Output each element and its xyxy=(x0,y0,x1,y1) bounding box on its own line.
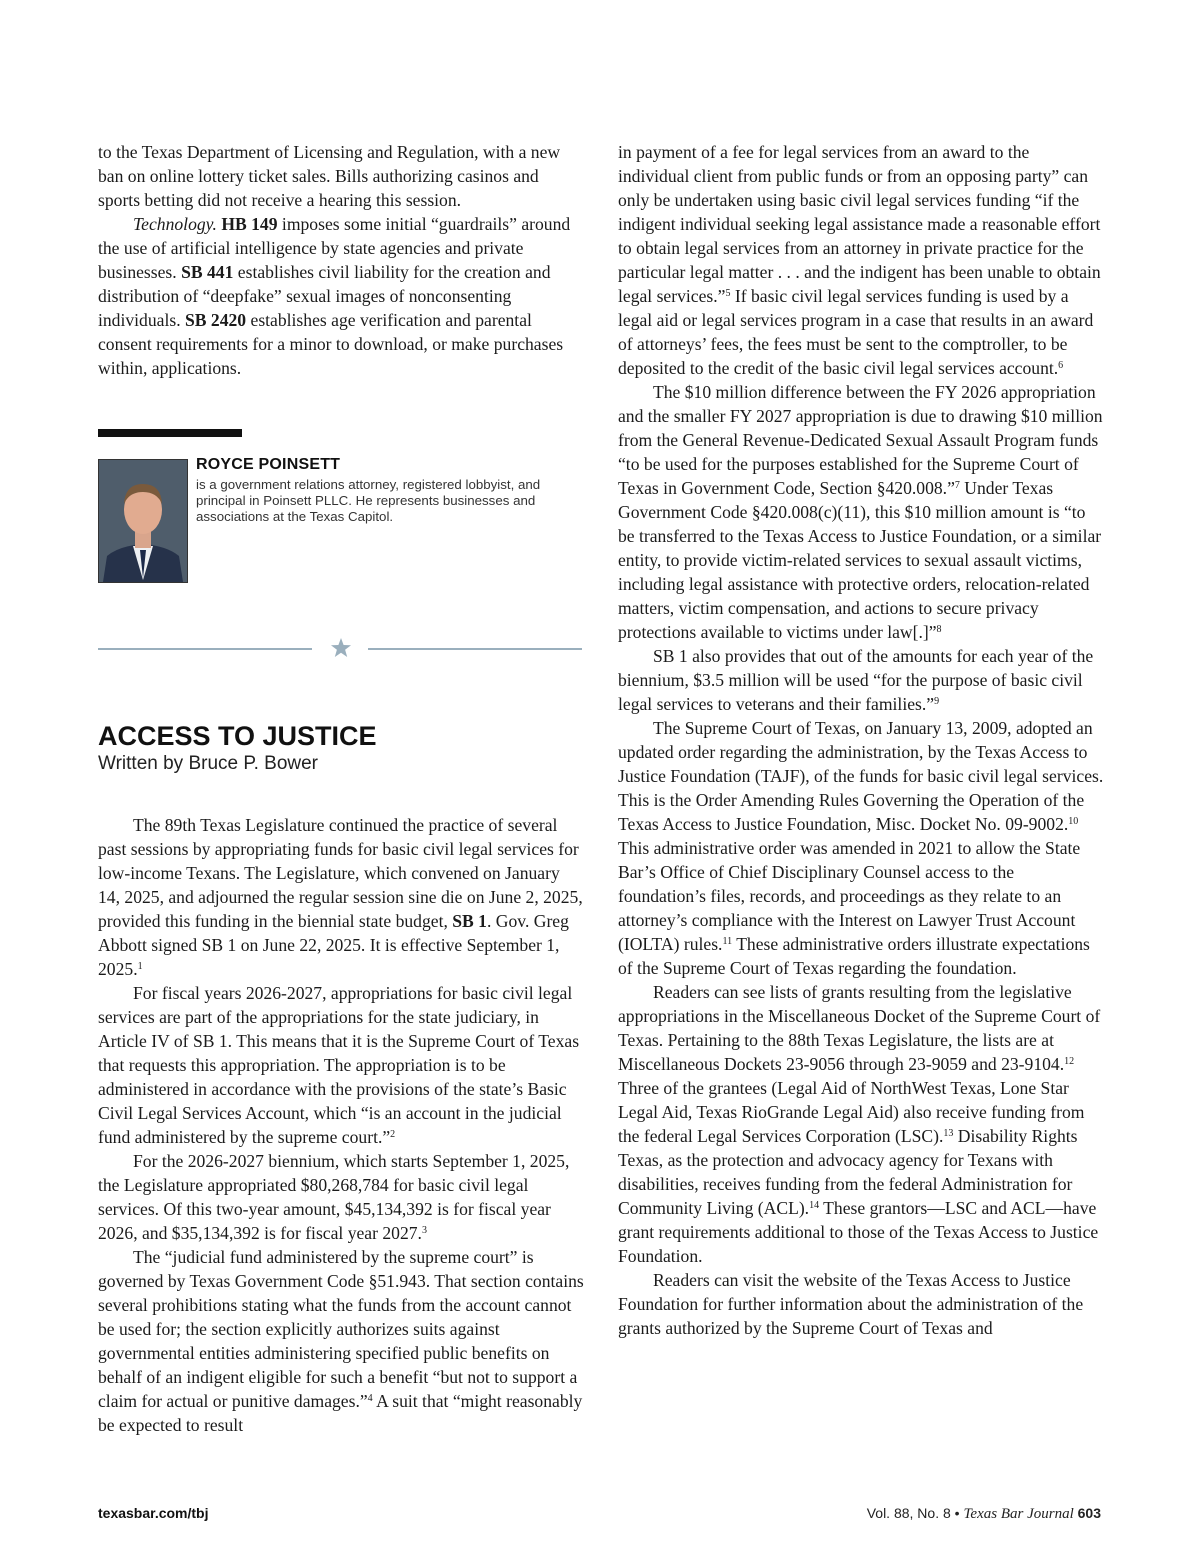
text-span: . Gov. Greg Abbott signed SB 1 on June 22, 2025. It is effective September 1, 2025. xyxy=(98,911,569,979)
text-span: A suit that “might reasonably be expected to result xyxy=(98,1391,583,1435)
footnote-ref: 10 xyxy=(1068,816,1079,827)
text-span: Three of the grantees (Legal Aid of NorthWest Texas, Lone Star Legal Aid, Texas RioGrande Legal Aid) also receive funding from the federal Legal Services Corporation (LSC). xyxy=(618,1078,1085,1146)
text-span: Readers can see lists of grants resulting from the legislative appropriations in the Miscellaneous Docket of the Supreme Court of Texas. Pertaining to the 88th Texas Legislature, the lists are at Miscellaneous Dockets 23-9056 through 23-9059 and 23-9104. xyxy=(618,982,1101,1074)
article-left-column xyxy=(98,813,585,1437)
article-paragraph xyxy=(618,716,1105,980)
text-span: Disability Rights Texas, as the protection and advocacy agency for Texans with disabilities, receives funding from the federal Administration for Community Living (ACL). xyxy=(618,1126,1078,1218)
text-span: These administrative orders illustrate expectations of the Supreme Court of Texas regarding the foundation. xyxy=(618,934,1090,978)
article-paragraph xyxy=(618,1268,1105,1340)
text-span: The Supreme Court of Texas, on January 13, 2009, adopted an updated order regarding the administration, by the Texas Access to Justice Foundation (TAJF), of the funds for basic civil legal services. This is the Order Amending Rules Governing the Operation of the Texas Access to Justice Foundation, Misc. Docket No. 09-9002. xyxy=(618,718,1104,834)
footer-bullet: • xyxy=(954,1505,960,1521)
footnote-ref: 1 xyxy=(137,961,143,972)
text-span: SB 1 also provides that out of the amounts for each year of the biennium, $3.5 million will be used “for the purpose of basic civil legal services to veterans and their families.” xyxy=(618,646,1094,714)
footnote-ref: 7 xyxy=(954,480,960,491)
footnote-ref: 13 xyxy=(943,1128,954,1139)
article-paragraph xyxy=(618,980,1105,1268)
author-bio: is a government relations attorney, registered lobbyist, and principal in Poinsett PLLC. He represents businesses and associations at the Texas Capitol. xyxy=(196,477,541,524)
right-column xyxy=(618,140,1105,1340)
footnote-ref: 8 xyxy=(936,624,942,635)
article-paragraph xyxy=(618,380,1105,644)
footer-journal-name: Texas Bar Journal xyxy=(963,1506,1074,1522)
article-paragraph xyxy=(98,981,585,1149)
text-span: For fiscal years 2026-2027, appropriations for basic civil legal services are part of the appropriations for the state judiciary, in Article IV of SB 1. This means that it is the Supreme Court of Texas that requests this appropriation. The appropriation is to be administered in accordance with the provisions of the state’s Basic Civil Legal Services Account, which “is an account in the judicial fund administered by the supreme court.” xyxy=(98,983,580,1147)
text-span: The 89th Texas Legislature continued the practice of several past sessions by appropriating funds for basic civil legal services for low-income Texans. The Legislature, which convened on January 14, 2025, and adjourned the regular session sine die on June 2, 2025, provided this funding in the biennial state budget, xyxy=(98,815,583,931)
footnote-ref: 2 xyxy=(390,1129,396,1140)
bill-hb149: HB 149 xyxy=(221,214,278,234)
article-paragraph xyxy=(98,1149,585,1245)
footnote-ref: 9 xyxy=(934,696,940,707)
bill-sb441: SB 441 xyxy=(181,262,234,282)
bill-sb1: SB 1 xyxy=(452,911,487,931)
text-span: establishes civil liability for the creation and distribution of “deepfake” sexual images of nonconsenting individuals. xyxy=(98,262,551,330)
section-title: ACCESS TO JUSTICE xyxy=(98,721,377,751)
footnote-ref: 5 xyxy=(725,288,731,299)
text-span: For the 2026-2027 biennium, which starts September 1, 2025, the Legislature appropriated $80,268,784 for basic civil legal services. Of this two-year amount, $45,134,392 is for fiscal year 2026, and $35,134,392 is for fiscal year 2027. xyxy=(98,1151,570,1243)
text-span: Under Texas Government Code §420.008(c)(11), this $10 million amount is “to be transferred to the Texas Access to Justice Foundation, or a similar entity, to provide victim-related services to sexual assault victims, including legal assistance with protective orders, relocation-related matters, victim compensation, and actions to secure privacy protections available to victims under law[.]” xyxy=(618,478,1102,642)
section-byline: Written by Bruce P. Bower xyxy=(98,753,319,774)
footnote-ref: 6 xyxy=(1058,360,1064,371)
left-column xyxy=(98,140,585,380)
text-span: establishes age verification and parental consent requirements for a minor to download, or make purchases within, applications. xyxy=(98,310,564,378)
footer-volume: Vol. 88, No. 8 xyxy=(866,1505,951,1521)
author-divider-bar xyxy=(98,429,242,437)
article-paragraph xyxy=(618,140,1105,380)
star-icon xyxy=(329,636,353,660)
author-name: ROYCE POINSETT xyxy=(196,456,341,473)
technology-paragraph xyxy=(98,212,585,380)
article-paragraph xyxy=(98,813,585,981)
footnote-ref: 3 xyxy=(421,1225,427,1236)
footnote-ref: 4 xyxy=(367,1393,373,1404)
footnote-ref: 11 xyxy=(722,936,733,947)
intro-paragraph: to the Texas Department of Licensing and Regulation, with a new ban on online lottery ticket sales. Bills authorizing casinos and sports betting did not receive a hearing this session. xyxy=(98,142,561,210)
footer-website-link[interactable]: texasbar.com/tbj xyxy=(98,1505,209,1521)
text-span: If basic civil legal services funding is used by a legal aid or legal services program in a case that results in an award of attorneys’ fees, the fees must be sent to the comptroller, to be deposited to the credit of the basic civil legal services account. xyxy=(618,286,1094,378)
text-span: Readers can visit the website of the Texas Access to Justice Foundation for further information about the administration of the grants authorized by the Supreme Court of Texas and xyxy=(618,1270,1084,1338)
author-portrait-icon xyxy=(99,460,187,582)
text-span: The “judicial fund administered by the supreme court” is governed by Texas Government Code §51.943. That section contains several prohibitions stating what the funds from the account cannot be used for; the section explicitly authorizes suits against governmental entities administering specified public benefits on behalf of an indigent eligible for such a benefit “but not to support a claim for actual or punitive damages.” xyxy=(98,1247,584,1411)
footnote-ref: 14 xyxy=(809,1200,820,1211)
author-photo xyxy=(98,459,188,583)
text-span: imposes some initial “guardrails” around the use of artificial intelligence by state agencies and private businesses. xyxy=(98,214,571,282)
footnote-ref: 12 xyxy=(1064,1056,1075,1067)
text-span: The $10 million difference between the FY 2026 appropriation and the smaller FY 2027 appropriation is due to drawing $10 million from the General Revenue-Dedicated Sexual Assault Program funds “to be used for the purposes established for the Supreme Court of Texas in Government Code, Section §420.008.” xyxy=(618,382,1103,498)
article-paragraph xyxy=(98,1245,585,1437)
article-paragraph xyxy=(618,644,1105,716)
page-number: 603 xyxy=(1077,1505,1101,1521)
technology-lead: Technology. xyxy=(133,214,217,234)
divider-rule-right xyxy=(368,648,582,650)
text-span: These grantors—LSC and ACL—have grant requirements additional to those of the Texas Access to Justice Foundation. xyxy=(618,1198,1099,1266)
bill-sb2420: SB 2420 xyxy=(185,310,247,330)
text-span: This administrative order was amended in 2021 to allow the State Bar’s Office of Chief Disciplinary Counsel access to the foundation’s files, records, and proceedings as they relate to an attorney’s compliance with the Interest on Lawyer Trust Account (IOLTA) rules. xyxy=(618,838,1081,954)
divider-rule-left xyxy=(98,648,312,650)
footer-issue-info xyxy=(867,1505,1101,1523)
text-span: in payment of a fee for legal services from an award to the individual client from public funds or from an opposing party” can only be undertaken using basic civil legal services funding “if the indigent individual seeking legal assistance made a reasonable effort to obtain legal services from an attorney in private practice for the particular legal matter . . . and the indigent has been unable to obtain legal services.” xyxy=(618,142,1101,306)
